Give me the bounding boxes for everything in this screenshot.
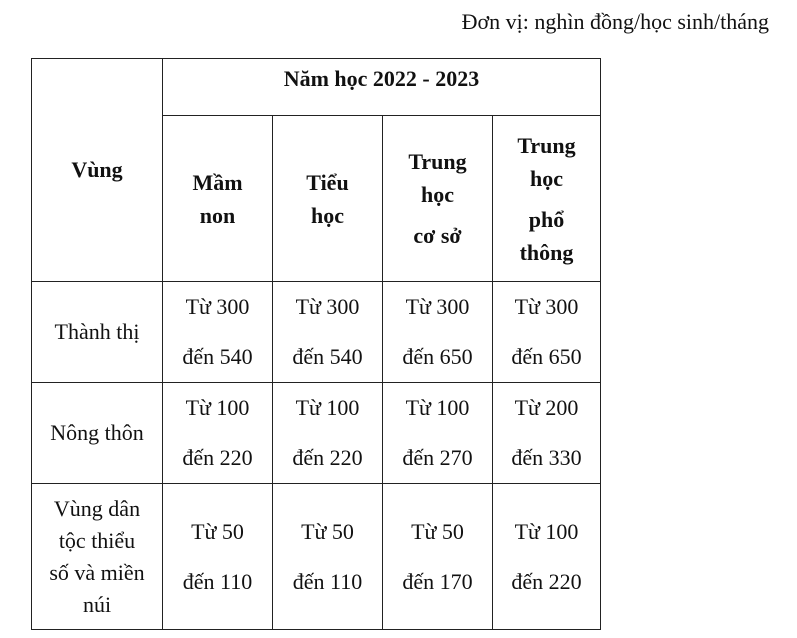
table-row: [32, 484, 601, 630]
fee-cell: [383, 282, 493, 383]
region-line: số và miền: [49, 559, 145, 585]
level-header-line: Trung: [408, 149, 467, 174]
fee-cell: [273, 484, 383, 630]
fee-from: Từ 100: [514, 518, 579, 544]
fee-from: Từ 50: [191, 518, 244, 544]
fee-to: đến 110: [292, 568, 363, 594]
fee-cell: [163, 484, 273, 630]
level-header-primary: [273, 116, 383, 282]
fee-to: đến 330: [511, 445, 582, 470]
fee-cell: [493, 484, 601, 630]
level-header-line: thông: [519, 239, 574, 265]
region-cell: [32, 282, 163, 383]
level-header-line: non: [199, 202, 236, 228]
fee-to: đến 540: [182, 344, 253, 369]
region-cell: [32, 484, 163, 630]
fee-from: Từ 300: [405, 294, 470, 319]
level-header-line: Trung: [517, 132, 576, 158]
fee-to: đến 170: [402, 568, 473, 594]
region-column-header: Vùng: [32, 59, 163, 282]
fee-from: Từ 100: [185, 395, 250, 420]
fee-from: Từ 300: [185, 294, 250, 319]
fee-from: Từ 100: [295, 395, 360, 420]
level-header-line: phổ: [528, 206, 565, 232]
level-header-preschool: [163, 116, 273, 282]
fee-to: đến 110: [182, 568, 253, 594]
fee-cell: [163, 282, 273, 383]
level-header-upper-secondary: [493, 116, 601, 282]
fee-to: đến 220: [511, 568, 582, 594]
fee-to: đến 270: [402, 445, 473, 470]
fee-from: Từ 200: [514, 395, 579, 420]
fee-cell: [163, 383, 273, 484]
level-header-line: Tiểu: [306, 169, 349, 195]
fee-from: Từ 100: [405, 395, 470, 420]
region-line: núi: [82, 591, 112, 617]
fee-cell: [383, 383, 493, 484]
level-header-line: học: [530, 165, 563, 191]
tuition-fee-table: [31, 58, 601, 630]
region-line: Vùng dân: [53, 495, 141, 521]
fee-cell: [273, 282, 383, 383]
level-header-lower-secondary: [383, 116, 493, 282]
table-row: [32, 282, 601, 383]
region-line: tộc thiểu: [58, 527, 136, 553]
fee-from: Từ 300: [514, 294, 579, 319]
unit-note: Đơn vị: nghìn đồng/học sinh/tháng: [461, 9, 769, 34]
fee-from: Từ 50: [301, 518, 354, 544]
region-cell: [32, 383, 163, 484]
fee-from: Từ 50: [411, 518, 464, 544]
level-header-line: cơ sở: [413, 223, 462, 248]
school-year-header: Năm học 2022 - 2023: [163, 59, 601, 116]
table-row: [32, 383, 601, 484]
level-header-line: Mầm: [192, 169, 243, 195]
region-line: Thành thị: [54, 319, 140, 344]
fee-to: đến 650: [402, 344, 473, 369]
fee-to: đến 220: [182, 445, 253, 470]
level-header-line: học: [311, 202, 344, 228]
fee-cell: [273, 383, 383, 484]
fee-cell: [493, 383, 601, 484]
fee-cell: [493, 282, 601, 383]
fee-to: đến 540: [292, 344, 363, 369]
fee-from: Từ 300: [295, 294, 360, 319]
level-header-line: học: [421, 182, 454, 207]
fee-cell: [383, 484, 493, 630]
fee-to: đến 220: [292, 445, 363, 470]
region-line: Nông thôn: [50, 420, 144, 445]
fee-to: đến 650: [511, 344, 582, 369]
